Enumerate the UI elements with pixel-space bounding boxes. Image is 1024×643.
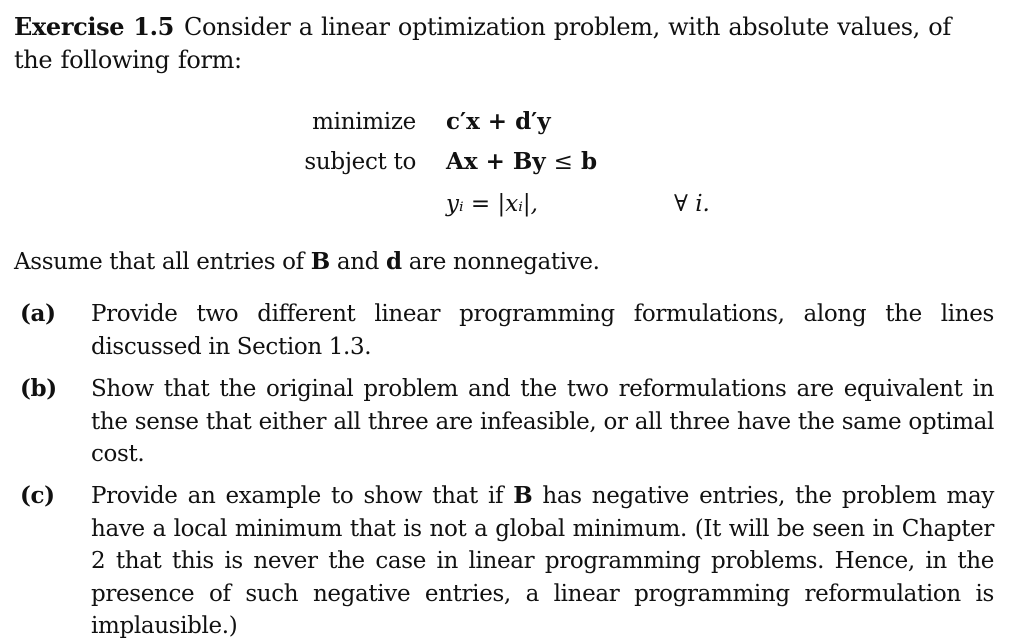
part-c-post: has negative entries, the problem may have a local minimum that is not a global minimum. (It will be seen in Chapter 2 that this is never the case in linear programming problems. Hence, in the presence of such negative entries, a linear programming reformulation is implausible.): [91, 483, 994, 639]
constraint-rhs: b: [580, 148, 598, 175]
assumption-pre: Assume that all entries of: [14, 249, 311, 275]
part-c: [14, 480, 994, 643]
constraint-lhs: Ax + By: [446, 148, 546, 175]
vector-d: d: [386, 248, 402, 275]
part-a: [14, 298, 994, 363]
assumption-text: [14, 246, 600, 278]
constraint-row: [14, 146, 994, 178]
matrix-B: B: [310, 248, 330, 275]
subject-to-keyword: subject to: [304, 149, 416, 175]
absolute-value-row: [14, 188, 994, 220]
forall-quantifier: ∀ i.: [674, 191, 710, 217]
part-c-label: (c): [20, 482, 55, 509]
objective-row: [14, 106, 994, 138]
part-c-text: [91, 480, 994, 643]
exercise-page: [14, 10, 994, 639]
part-b: [14, 373, 994, 471]
constraint-expression: [446, 146, 597, 178]
exercise-header: [14, 10, 994, 77]
part-b-label: (b): [20, 375, 57, 402]
assumption-post: are nonnegative.: [401, 249, 600, 275]
assumption-mid: and: [329, 249, 387, 275]
part-a-label: (a): [20, 300, 56, 327]
exercise-label: Exercise 1.5: [14, 12, 174, 41]
constraint-relation: ≤: [553, 149, 573, 175]
minimize-keyword: minimize: [312, 109, 416, 135]
objective-expression: c′x + d′y: [446, 108, 551, 135]
absolute-value-constraint: yᵢ = |xᵢ|,: [446, 191, 538, 217]
exercise-intro: Consider a linear optimization problem, with absolute values, of the following form:: [14, 13, 951, 74]
part-c-pre: Provide an example to show that if: [91, 483, 514, 509]
optimization-problem: [14, 106, 994, 236]
part-c-matrix-B: B: [513, 482, 533, 509]
part-b-text: Show that the original problem and the two reformulations are equivalent in the sense that either all three are infeasible, or all three have the same optimal cost.: [91, 376, 994, 467]
part-a-text: Provide two different linear programming formulations, along the lines discussed in Section 1.3.: [91, 301, 994, 360]
